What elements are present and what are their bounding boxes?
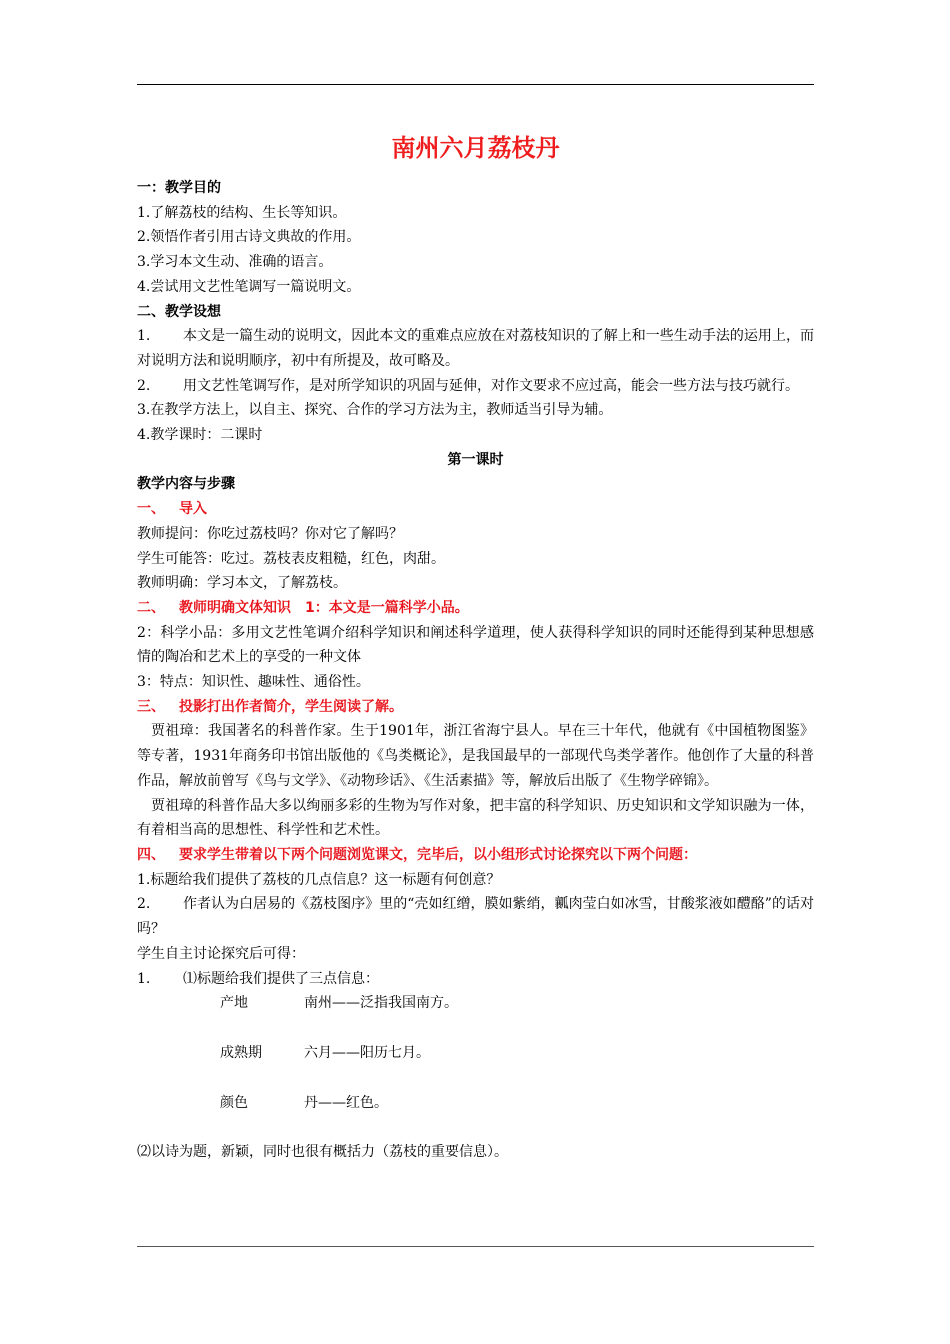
objective-item: 2.领悟作者引用古诗文典故的作用。 [137,229,361,246]
question-text: 作者认为白居易的《荔枝图序》里的“壳如红缯，膜如紫绡，瓤肉莹白如冰雪，甘酸浆液如醴酪”的话对吗？ [137,896,814,938]
teacher-clarify: 教师明确：学习本文，了解荔枝。 [137,575,347,592]
step-heading-author [137,695,814,720]
objective-item: 1.了解荔枝的结构、生长等知识。 [137,204,347,221]
info-value: 丹——红色。 [304,1094,388,1111]
title-info-row [137,1041,814,1066]
genre-features: 3：特点：知识性、趣味性、通俗性。 [137,674,370,691]
info-label: 成熟期 [220,1044,262,1061]
discussion-question: 1.标题给我们提供了荔枝的几点信息？这一标题有何创意？ [137,871,501,888]
section-heading-objectives: 一：教学目的 [137,180,221,196]
info-value: 六月——阳历七月。 [304,1044,430,1061]
answer-item [137,967,814,992]
step-number: 四、 [137,846,165,863]
design-item [137,374,814,399]
design-item-text: 本文是一篇生动的说明文，因此本文的重难点应放在对荔枝知识的了解上和一些生动手法的运用上，而对说明方法和说明顺序，初中有所提及，故可略及。 [137,328,814,369]
title-info-row [137,1091,814,1116]
info-value: 南州——泛指我国南方。 [304,995,458,1012]
teacher-question: 教师提问：你吃过荔枝吗？你对它了解吗？ [137,525,403,542]
step-heading-intro [137,497,814,522]
step-label: 要求学生带着以下两个问题浏览课文，完毕后，以小组形式讨论探究以下两个问题： [179,846,697,863]
document-body [137,128,814,1165]
step-number: 一、 [137,501,165,518]
objective-item: 3.学习本文生动、准确的语言。 [137,254,333,271]
step-number: 三、 [137,698,165,715]
section-heading-design: 二、教学设想 [137,303,221,320]
step-label: 教师明确文体知识 1：本文是一篇科学小品。 [179,599,469,616]
design-item [137,324,814,373]
question-number: 2. [137,896,151,913]
title-info-row [137,991,814,1016]
discussion-result-intro: 学生自主讨论探究后可得： [137,945,305,962]
design-item: 4.教学课时：二课时 [137,427,263,444]
step-label: 导入 [179,501,207,518]
answer-item: ⑵以诗为题，新颖，同时也很有概括力（荔枝的重要信息）。 [137,1144,508,1161]
info-label: 产地 [220,995,248,1012]
discussion-question [137,892,814,941]
design-item: 3.在教学方法上，以自主、探究、合作的学习方法为主，教师适当引导为辅。 [137,402,613,419]
answer-text: ⑴标题给我们提供了三点信息： [183,970,379,987]
header-rule [137,84,814,85]
student-answer: 学生可能答：吃过。荔枝表皮粗糙，红色，肉甜。 [137,550,445,567]
step-heading-genre [137,596,814,621]
step-number: 二、 [137,599,165,616]
author-bio: 贾祖璋：我国著名的科普作家。生于1901年，浙江省海宁县人。早在三十年代，他就有《中国植物图鉴》等专著，1931年商务印书馆出版他的《鸟类概论》，是我国最早的一部现代鸟类学著作。他创作了大量的科普作品，解放前曾写《鸟与文学》、《动物珍话》、《生活素描》等，解放后出版了《生物学碎锦》。 [137,723,814,789]
answer-number: 1. [137,970,151,987]
info-label: 颜色 [220,1094,248,1111]
lesson-heading: 第一课时 [447,451,504,468]
design-item-number: 1. [137,328,151,345]
design-item-number: 2. [137,377,151,394]
footer-rule [137,1246,814,1247]
genre-definition: 2：科学小品：多用文艺性笔调介绍科学知识和阐述科学道理，使人获得科学知识的同时还能得到某种思想感情的陶冶和艺术上的享受的一种文体 [137,624,814,666]
step-heading-discussion [137,843,814,868]
steps-heading: 教学内容与步骤 [137,476,235,493]
design-item-text: 用文艺性笔调写作，是对所学知识的巩固与延伸，对作文要求不应过高，能会一些方法与技巧就行。 [183,377,799,394]
author-bio: 贾祖璋的科普作品大多以绚丽多彩的生物为写作对象，把丰富的科学知识、历史知识和文学知识融为一体，有着相当高的思想性、科学性和艺术性。 [137,797,814,839]
objective-item: 4.尝试用文艺性笔调写一篇说明文。 [137,278,361,295]
page-title: 南州六月荔枝丹 [391,134,560,162]
step-label: 投影打出作者简介，学生阅读了解。 [179,698,403,715]
